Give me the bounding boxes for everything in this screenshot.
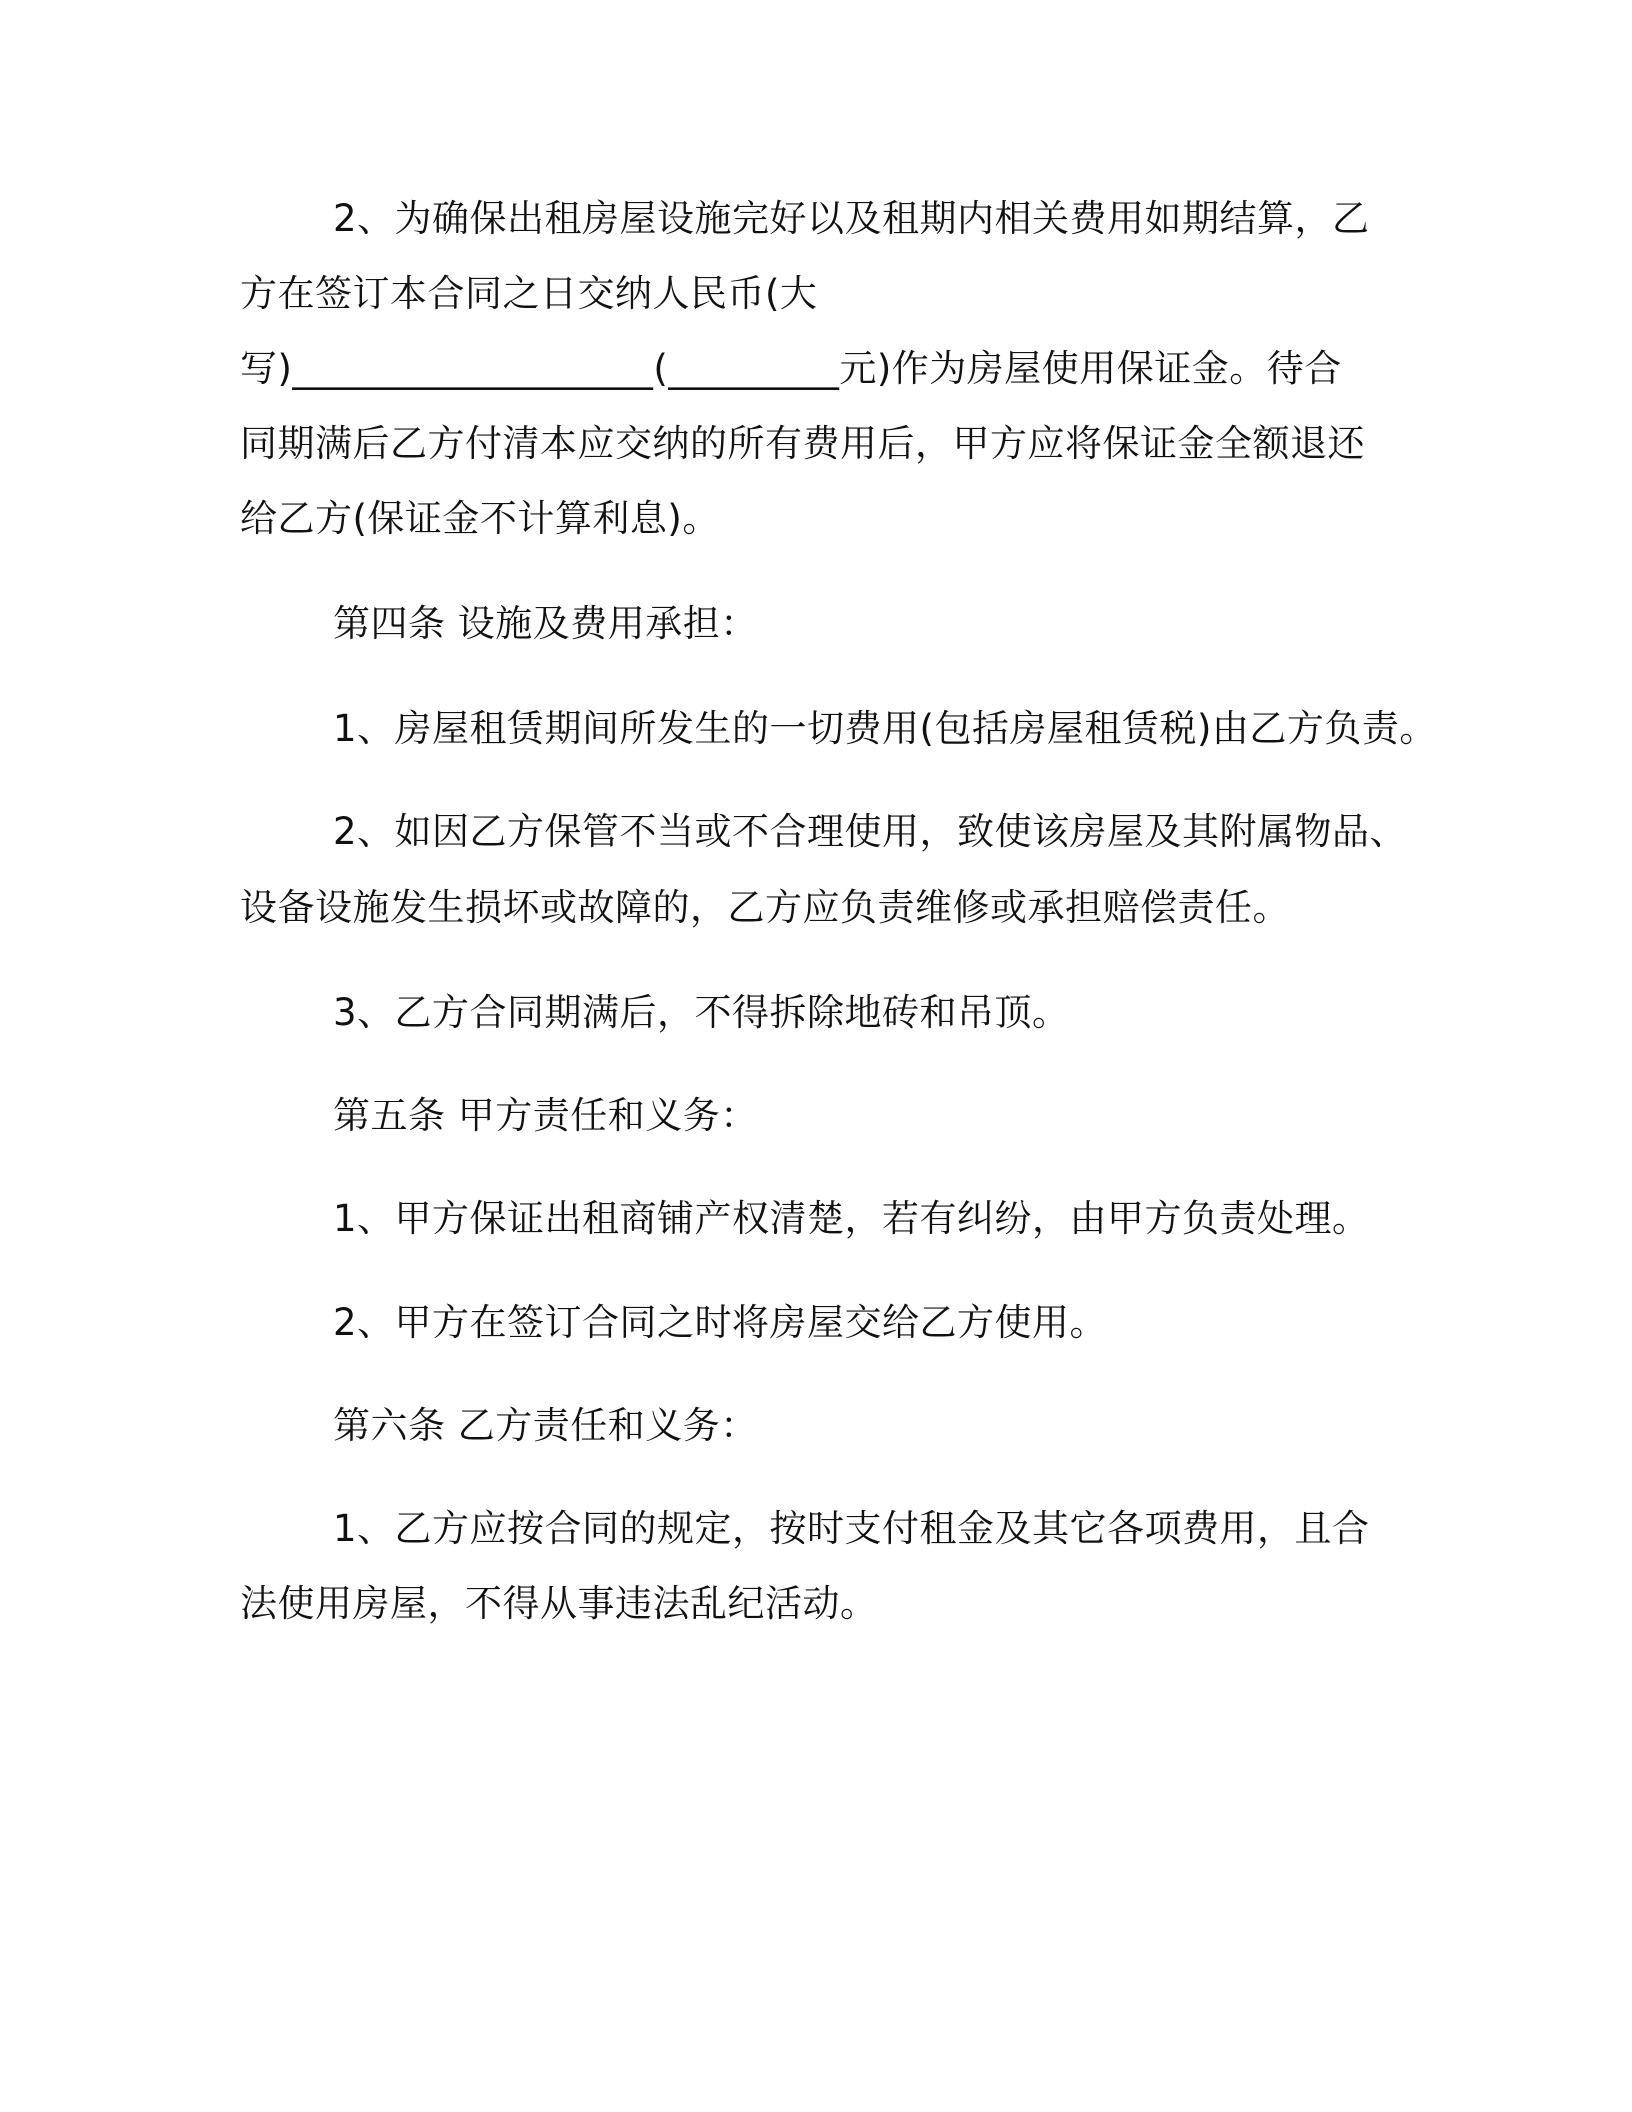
clause5-heading: 第五条 甲方责任和义务：: [333, 1094, 758, 1137]
clause3-item2-line5: 给乙方(保证金不计算利息)。: [240, 497, 720, 540]
clause3-item2-line1: 2、为确保出租房屋设施完好以及租期内相关费用如期结算，乙: [333, 197, 1370, 240]
clause5-item1: 1、甲方保证出租商铺产权清楚，若有纠纷，由甲方负责处理。: [333, 1197, 1370, 1240]
clause4-item2-line1: 2、如因乙方保管不当或不合理使用，致使该房屋及其附属物品、: [333, 810, 1408, 853]
clause4-heading: 第四条 设施及费用承担：: [333, 602, 758, 645]
clause6-item1-line2: 法使用房屋，不得从事违法乱纪活动。: [240, 1582, 878, 1625]
clause4-item1: 1、房屋租赁期间所发生的一切费用(包括房屋租赁税)由乙方负责。: [333, 707, 1437, 750]
clause3-item2-line2: 方在签订本合同之日交纳人民币(大: [240, 272, 818, 315]
clause6-item1-line1: 1、乙方应按合同的规定，按时支付租金及其它各项费用，且合: [333, 1507, 1370, 1550]
clause4-item3: 3、乙方合同期满后，不得拆除地砖和吊顶。: [333, 991, 1070, 1034]
clause4-item2-line2: 设备设施发生损坏或故障的，乙方应负责维修或承担赔偿责任。: [240, 886, 1290, 929]
clause6-heading: 第六条 乙方责任和义务：: [333, 1404, 758, 1447]
clause5-item2: 2、甲方在签订合同之时将房屋交给乙方使用。: [333, 1301, 1108, 1344]
clause3-item2-line4: 同期满后乙方付清本应交纳的所有费用后，甲方应将保证金全额退还: [240, 422, 1365, 465]
clause3-item2-line3: 写)___________________(_________元)作为房屋使用保证金。待合: [240, 347, 1342, 390]
